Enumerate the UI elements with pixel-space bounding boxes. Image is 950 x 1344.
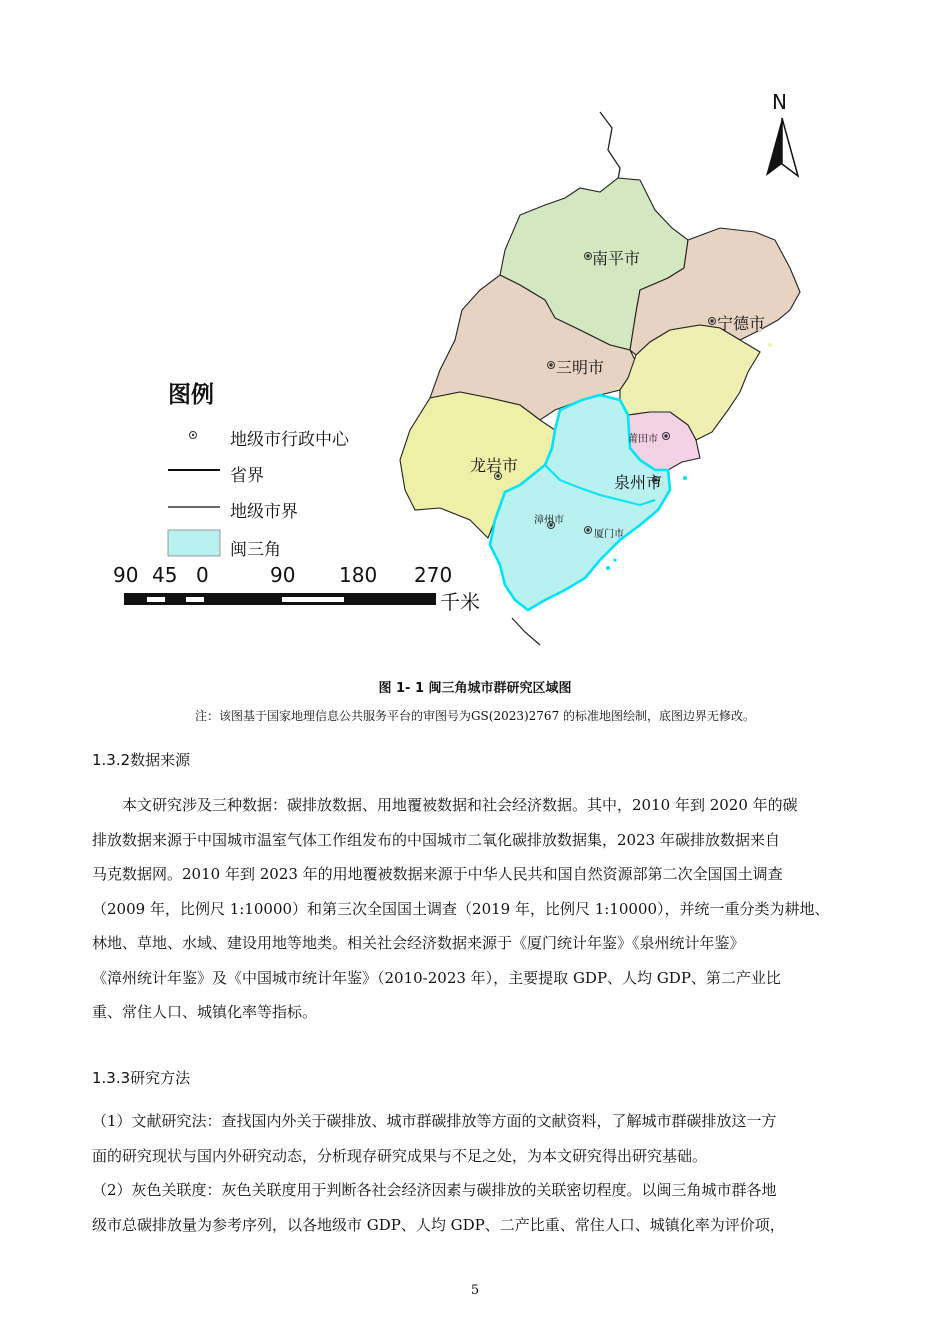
city-label-nanping: 南平市 — [592, 249, 641, 268]
city-label-quanzhou: 泉州市 — [614, 473, 663, 492]
text-line: 面的研究现状与国内外研究动态，分析现存研究成果与不足之处，为本文研究得出研究基础。 — [92, 1146, 708, 1165]
scale-label: 90 — [113, 563, 139, 587]
paragraph-data-sources — [92, 788, 862, 1030]
text-line: 级市总碳排放量为参考序列，以各地级市 GDP、人均 GDP、二产比重、常住人口、城镇化率为评价项， — [92, 1215, 785, 1234]
scale-label: 270 — [414, 563, 453, 587]
text-line: （1）文献研究法：查找国内外关于碳排放、城市群碳排放等方面的文献资料，了解城市群碳排放这一方 — [92, 1112, 777, 1130]
scale-label: 90 — [270, 563, 296, 587]
page-number: 5 — [470, 1283, 480, 1298]
province-boundary-north — [600, 112, 620, 180]
section-heading-methods: 1.3.3研究方法 — [92, 1069, 191, 1087]
study-area-map — [0, 0, 950, 670]
legend-label: 地级市界 — [230, 502, 298, 522]
north-arrow-icon — [766, 118, 798, 176]
minsanjiao-area — [168, 530, 220, 556]
text-line: 重、常住人口、城镇化率等指标。 — [92, 1003, 318, 1021]
city-label-ningde: 宁德市 — [717, 314, 766, 333]
figure-caption: 图 1- 1 闽三角城市群研究区域图 — [378, 681, 572, 696]
text-line: 《漳州统计年鉴》及《中国城市统计年鉴》（2010-2023 年），主要提取 GDP、人均 GDP、第二产业比 — [92, 968, 781, 987]
legend-title: 图例 — [168, 382, 214, 408]
city-label-sanming: 三明市 — [556, 358, 605, 377]
scale-label: 180 — [339, 563, 378, 587]
map-svg — [0, 0, 950, 670]
scale-unit: 千米 — [440, 590, 480, 614]
text-line: （2009 年，比例尺 1:10000）和第三次全国国土调查（2019 年，比例尺 1:10000），并统一重分类为耕地、 — [92, 899, 830, 918]
text-line: 排放数据来源于中国城市温室气体工作组发布的中国城市二氧化碳排放数据集，2023 年碳排放数据来自 — [92, 830, 780, 849]
province-boundary-south — [512, 618, 540, 645]
legend-symbols — [168, 432, 220, 557]
scale-label: 45 — [152, 563, 178, 587]
legend-label: 地级市行政中心 — [230, 430, 349, 450]
north-label: N — [772, 90, 787, 114]
city-label-xiamen: 厦门市 — [594, 529, 624, 540]
section-heading-data-sources: 1.3.2数据来源 — [92, 751, 191, 769]
city-label-zhangzhou: 漳州市 — [534, 515, 564, 526]
text-line: （2）灰色关联度：灰色关联度用于判断各社会经济因素与碳排放的关联密切程度。以闽三角城市群各地 — [92, 1181, 777, 1199]
city-label-longyan: 龙岩市 — [470, 456, 519, 475]
scale-label: 0 — [196, 563, 209, 587]
text-line: 马克数据网。2010 年到 2023 年的用地覆被数据来源于中华人民共和国自然资源部第二次全国国土调查 — [92, 865, 783, 883]
text-line: 本文研究涉及三种数据：碳排放数据、用地覆被数据和社会经济数据。其中，2010 年到 2020 年的碳 — [122, 796, 798, 814]
figure-note: 注：该图基于国家地理信息公共服务平台的审图号为GS(2023)2767 的标准地图绘制，底图边界无修改。 — [194, 709, 756, 723]
text-line: 林地、草地、水域、建设用地等地类。相关社会经济数据来源于《厦门统计年鉴》《泉州统计年鉴》 — [92, 934, 745, 952]
paragraph-methods — [92, 1104, 862, 1242]
city-label-putian: 莆田市 — [628, 434, 658, 445]
legend-label: 闽三角 — [230, 540, 281, 560]
scale-bar — [124, 593, 436, 605]
legend-label: 省界 — [230, 466, 264, 486]
